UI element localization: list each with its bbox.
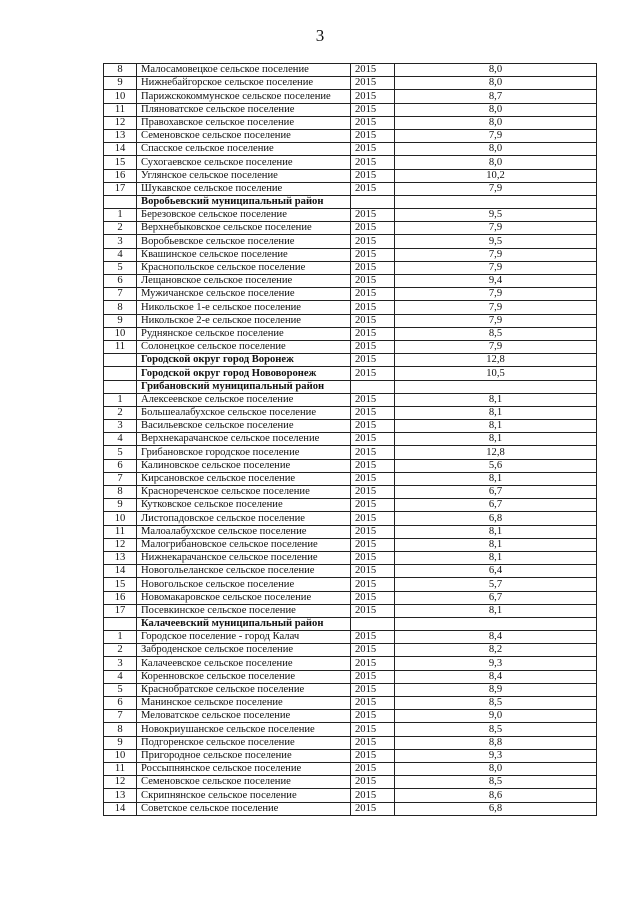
row-number: 10 <box>104 90 137 103</box>
year-cell: 2015 <box>351 222 395 235</box>
value-cell: 8,1 <box>395 406 597 419</box>
row-number: 17 <box>104 604 137 617</box>
row-number: 13 <box>104 551 137 564</box>
table-row <box>104 723 597 736</box>
row-number: 8 <box>104 723 137 736</box>
section-header-row <box>104 380 597 393</box>
row-number: 9 <box>104 314 137 327</box>
row-number: 15 <box>104 156 137 169</box>
value-cell: 7,9 <box>395 182 597 195</box>
year-cell: 2015 <box>351 327 395 340</box>
settlement-name: Сухогаевское сельское поселение <box>137 156 351 169</box>
row-number: 9 <box>104 499 137 512</box>
table-row <box>104 156 597 169</box>
settlement-name: Большеалабухское сельское поселение <box>137 406 351 419</box>
value-cell: 8,4 <box>395 670 597 683</box>
value-cell: 9,3 <box>395 657 597 670</box>
table-row <box>104 604 597 617</box>
table-row <box>104 683 597 696</box>
year-cell: 2015 <box>351 420 395 433</box>
table-row <box>104 472 597 485</box>
table-row <box>104 749 597 762</box>
year-cell: 2015 <box>351 486 395 499</box>
value-cell: 8,6 <box>395 789 597 802</box>
year-cell: 2015 <box>351 275 395 288</box>
settlement-name: Калачеевский муниципальный район <box>137 617 351 630</box>
row-number: 2 <box>104 644 137 657</box>
table-row <box>104 776 597 789</box>
settlement-name: Воробьевское сельское поселение <box>137 235 351 248</box>
year-cell: 2015 <box>351 776 395 789</box>
row-number: 9 <box>104 77 137 90</box>
row-number: 9 <box>104 736 137 749</box>
year-cell: 2015 <box>351 459 395 472</box>
table-row <box>104 222 597 235</box>
settlement-name: Грибановский муниципальный район <box>137 380 351 393</box>
settlement-name: Советское сельское поселение <box>137 802 351 815</box>
value-cell: 10,2 <box>395 169 597 182</box>
settlement-name: Подгоренское сельское поселение <box>137 736 351 749</box>
value-cell <box>395 195 597 208</box>
year-cell: 2015 <box>351 683 395 696</box>
value-cell: 8,0 <box>395 156 597 169</box>
year-cell: 2015 <box>351 301 395 314</box>
row-number: 4 <box>104 433 137 446</box>
table-row <box>104 235 597 248</box>
settlement-name: Воробьевский муниципальный район <box>137 195 351 208</box>
value-cell: 7,9 <box>395 314 597 327</box>
year-cell: 2015 <box>351 64 395 77</box>
settlement-name: Парижскокоммунское сельское поселение <box>137 90 351 103</box>
row-number: 1 <box>104 393 137 406</box>
settlement-name: Шукавское сельское поселение <box>137 182 351 195</box>
value-cell: 8,0 <box>395 762 597 775</box>
value-cell: 8,0 <box>395 143 597 156</box>
settlement-name: Грибановское городское поселение <box>137 446 351 459</box>
settlement-name: Городской округ город Воронеж <box>137 354 351 367</box>
row-number: 4 <box>104 248 137 261</box>
year-cell: 2015 <box>351 749 395 762</box>
value-cell: 5,7 <box>395 578 597 591</box>
table-row <box>104 420 597 433</box>
settlement-name: Пригородное сельское поселение <box>137 749 351 762</box>
settlement-name: Россыпнянское сельское поселение <box>137 762 351 775</box>
year-cell: 2015 <box>351 472 395 485</box>
table-row <box>104 103 597 116</box>
section-header-row <box>104 354 597 367</box>
section-header-row <box>104 367 597 380</box>
table-row <box>104 77 597 90</box>
table-row <box>104 64 597 77</box>
year-cell: 2015 <box>351 169 395 182</box>
table-row <box>104 762 597 775</box>
table-row <box>104 314 597 327</box>
row-number <box>104 367 137 380</box>
table-row <box>104 736 597 749</box>
row-number: 5 <box>104 261 137 274</box>
settlement-name: Лещановское сельское поселение <box>137 275 351 288</box>
row-number: 11 <box>104 525 137 538</box>
table-row <box>104 288 597 301</box>
row-number: 12 <box>104 116 137 129</box>
settlement-name: Коренновское сельское поселение <box>137 670 351 683</box>
table-row <box>104 169 597 182</box>
settlement-name: Краснопольское сельское поселение <box>137 261 351 274</box>
settlement-name: Васильевское сельское поселение <box>137 420 351 433</box>
table-row <box>104 129 597 142</box>
table-row <box>104 143 597 156</box>
value-cell: 8,0 <box>395 64 597 77</box>
settlement-name: Городской округ город Нововоронеж <box>137 367 351 380</box>
value-cell: 8,0 <box>395 103 597 116</box>
settlement-name: Посевкинское сельское поселение <box>137 604 351 617</box>
year-cell: 2015 <box>351 90 395 103</box>
table-row <box>104 591 597 604</box>
year-cell: 2015 <box>351 697 395 710</box>
settlement-name: Малоалабухское сельское поселение <box>137 525 351 538</box>
year-cell <box>351 617 395 630</box>
row-number: 7 <box>104 710 137 723</box>
value-cell: 7,9 <box>395 129 597 142</box>
year-cell: 2015 <box>351 551 395 564</box>
year-cell: 2015 <box>351 512 395 525</box>
table-row <box>104 275 597 288</box>
value-cell: 7,9 <box>395 248 597 261</box>
settlement-name: Новогольеланское сельское поселение <box>137 565 351 578</box>
table-row <box>104 116 597 129</box>
table-row <box>104 327 597 340</box>
table-row <box>104 459 597 472</box>
year-cell: 2015 <box>351 670 395 683</box>
year-cell: 2015 <box>351 393 395 406</box>
value-cell: 8,1 <box>395 433 597 446</box>
row-number: 16 <box>104 591 137 604</box>
row-number: 6 <box>104 275 137 288</box>
section-header-row <box>104 617 597 630</box>
row-number: 13 <box>104 129 137 142</box>
value-cell: 8,1 <box>395 420 597 433</box>
row-number: 3 <box>104 235 137 248</box>
year-cell: 2015 <box>351 406 395 419</box>
table-row <box>104 565 597 578</box>
year-cell: 2015 <box>351 604 395 617</box>
settlement-name: Верхнекарачанское сельское поселение <box>137 433 351 446</box>
year-cell: 2015 <box>351 288 395 301</box>
value-cell: 8,4 <box>395 631 597 644</box>
value-cell: 8,5 <box>395 327 597 340</box>
year-cell: 2015 <box>351 736 395 749</box>
settlement-name: Малогрибановское сельское поселение <box>137 538 351 551</box>
year-cell: 2015 <box>351 103 395 116</box>
row-number <box>104 354 137 367</box>
value-cell: 8,9 <box>395 683 597 696</box>
value-cell: 6,7 <box>395 591 597 604</box>
row-number: 11 <box>104 762 137 775</box>
value-cell: 8,5 <box>395 776 597 789</box>
value-cell: 6,7 <box>395 486 597 499</box>
settlement-name: Углянское сельское поселение <box>137 169 351 182</box>
year-cell <box>351 380 395 393</box>
row-number: 12 <box>104 776 137 789</box>
settlement-name: Малосамовецкое сельское поселение <box>137 64 351 77</box>
table-row <box>104 90 597 103</box>
table-row <box>104 551 597 564</box>
year-cell: 2015 <box>351 156 395 169</box>
settlement-name: Меловатское сельское поселение <box>137 710 351 723</box>
row-number: 3 <box>104 420 137 433</box>
table-row <box>104 657 597 670</box>
value-cell: 12,8 <box>395 446 597 459</box>
row-number: 8 <box>104 301 137 314</box>
table-row <box>104 261 597 274</box>
value-cell <box>395 380 597 393</box>
row-number: 11 <box>104 340 137 353</box>
year-cell: 2015 <box>351 802 395 815</box>
table-row <box>104 301 597 314</box>
settlements-table <box>103 63 597 816</box>
value-cell: 8,0 <box>395 77 597 90</box>
year-cell: 2015 <box>351 789 395 802</box>
table-row <box>104 710 597 723</box>
table-row <box>104 446 597 459</box>
page-number: 3 <box>315 26 325 45</box>
year-cell: 2015 <box>351 143 395 156</box>
settlement-name: Манинское сельское поселение <box>137 697 351 710</box>
year-cell: 2015 <box>351 657 395 670</box>
table-row <box>104 697 597 710</box>
table-row <box>104 631 597 644</box>
row-number: 14 <box>104 143 137 156</box>
year-cell: 2015 <box>351 340 395 353</box>
year-cell: 2015 <box>351 248 395 261</box>
table-row <box>104 433 597 446</box>
settlement-name: Калачеевское сельское поселение <box>137 657 351 670</box>
year-cell: 2015 <box>351 578 395 591</box>
value-cell: 7,9 <box>395 340 597 353</box>
year-cell: 2015 <box>351 762 395 775</box>
settlement-name: Новокриушанское сельское поселение <box>137 723 351 736</box>
value-cell: 8,1 <box>395 604 597 617</box>
settlement-name: Краснореченское сельское поселение <box>137 486 351 499</box>
row-number: 4 <box>104 670 137 683</box>
value-cell: 5,6 <box>395 459 597 472</box>
settlement-name: Новогольское сельское поселение <box>137 578 351 591</box>
year-cell: 2015 <box>351 644 395 657</box>
value-cell: 9,3 <box>395 749 597 762</box>
row-number: 8 <box>104 64 137 77</box>
value-cell: 8,5 <box>395 723 597 736</box>
settlement-name: Кутковское сельское поселение <box>137 499 351 512</box>
table-row <box>104 393 597 406</box>
row-number: 6 <box>104 697 137 710</box>
settlement-name: Никольское 2-е сельское поселение <box>137 314 351 327</box>
table-row <box>104 406 597 419</box>
value-cell: 7,9 <box>395 222 597 235</box>
value-cell: 8,1 <box>395 551 597 564</box>
row-number: 16 <box>104 169 137 182</box>
row-number: 12 <box>104 538 137 551</box>
value-cell: 8,5 <box>395 697 597 710</box>
settlement-name: Нижнекарачанское сельское поселение <box>137 551 351 564</box>
row-number: 10 <box>104 512 137 525</box>
value-cell: 8,1 <box>395 393 597 406</box>
value-cell: 10,5 <box>395 367 597 380</box>
row-number: 2 <box>104 222 137 235</box>
year-cell: 2015 <box>351 631 395 644</box>
row-number <box>104 617 137 630</box>
value-cell: 8,7 <box>395 90 597 103</box>
table-row <box>104 182 597 195</box>
table-row <box>104 644 597 657</box>
value-cell: 8,2 <box>395 644 597 657</box>
year-cell: 2015 <box>351 354 395 367</box>
settlement-name: Руднянское сельское поселение <box>137 327 351 340</box>
settlement-name: Городское поселение - город Калач <box>137 631 351 644</box>
settlement-name: Березовское сельское поселение <box>137 209 351 222</box>
row-number: 15 <box>104 578 137 591</box>
value-cell: 9,5 <box>395 235 597 248</box>
row-number: 10 <box>104 749 137 762</box>
value-cell: 8,0 <box>395 116 597 129</box>
year-cell: 2015 <box>351 235 395 248</box>
row-number: 14 <box>104 802 137 815</box>
settlement-name: Семеновское сельское поселение <box>137 776 351 789</box>
row-number: 14 <box>104 565 137 578</box>
row-number: 13 <box>104 789 137 802</box>
settlement-name: Алексеевское сельское поселение <box>137 393 351 406</box>
table-row <box>104 486 597 499</box>
row-number <box>104 380 137 393</box>
row-number: 2 <box>104 406 137 419</box>
year-cell: 2015 <box>351 446 395 459</box>
value-cell: 6,8 <box>395 802 597 815</box>
value-cell: 8,1 <box>395 472 597 485</box>
year-cell <box>351 195 395 208</box>
settlement-name: Калиновское сельское поселение <box>137 459 351 472</box>
table-row <box>104 670 597 683</box>
year-cell: 2015 <box>351 710 395 723</box>
settlement-name: Скрипнянское сельское поселение <box>137 789 351 802</box>
settlement-name: Солонецкое сельское поселение <box>137 340 351 353</box>
row-number: 1 <box>104 209 137 222</box>
value-cell: 8,8 <box>395 736 597 749</box>
year-cell: 2015 <box>351 723 395 736</box>
value-cell: 9,4 <box>395 275 597 288</box>
row-number: 7 <box>104 288 137 301</box>
row-number: 10 <box>104 327 137 340</box>
settlement-name: Мужичанское сельское поселение <box>137 288 351 301</box>
value-cell: 6,4 <box>395 565 597 578</box>
row-number: 5 <box>104 683 137 696</box>
value-cell: 6,8 <box>395 512 597 525</box>
value-cell <box>395 617 597 630</box>
year-cell: 2015 <box>351 525 395 538</box>
row-number: 6 <box>104 459 137 472</box>
table-row <box>104 525 597 538</box>
value-cell: 8,1 <box>395 538 597 551</box>
settlement-name: Квашинское сельское поселение <box>137 248 351 261</box>
year-cell: 2015 <box>351 314 395 327</box>
year-cell: 2015 <box>351 116 395 129</box>
year-cell: 2015 <box>351 182 395 195</box>
year-cell: 2015 <box>351 367 395 380</box>
settlement-name: Кирсановское сельское поселение <box>137 472 351 485</box>
table-row <box>104 538 597 551</box>
table-row <box>104 789 597 802</box>
value-cell: 7,9 <box>395 301 597 314</box>
section-header-row <box>104 195 597 208</box>
table-row <box>104 340 597 353</box>
row-number: 1 <box>104 631 137 644</box>
settlement-name: Никольское 1-е сельское поселение <box>137 301 351 314</box>
year-cell: 2015 <box>351 209 395 222</box>
table-body <box>104 64 597 816</box>
year-cell: 2015 <box>351 565 395 578</box>
settlement-name: Нижнебайгорское сельское поселение <box>137 77 351 90</box>
settlement-name: Заброденское сельское поселение <box>137 644 351 657</box>
table-row <box>104 499 597 512</box>
settlement-name: Новомакаровское сельское поселение <box>137 591 351 604</box>
row-number: 8 <box>104 486 137 499</box>
value-cell: 7,9 <box>395 288 597 301</box>
value-cell: 12,8 <box>395 354 597 367</box>
settlement-name: Пляноватское сельское поселение <box>137 103 351 116</box>
value-cell: 7,9 <box>395 261 597 274</box>
settlement-name: Правохавское сельское поселение <box>137 116 351 129</box>
settlement-name: Семеновское сельское поселение <box>137 129 351 142</box>
year-cell: 2015 <box>351 591 395 604</box>
settlement-name: Верхнебыковское сельское поселение <box>137 222 351 235</box>
value-cell: 6,7 <box>395 499 597 512</box>
value-cell: 9,5 <box>395 209 597 222</box>
row-number: 3 <box>104 657 137 670</box>
table-row <box>104 512 597 525</box>
year-cell: 2015 <box>351 261 395 274</box>
row-number: 5 <box>104 446 137 459</box>
table-row <box>104 248 597 261</box>
year-cell: 2015 <box>351 129 395 142</box>
table-row <box>104 802 597 815</box>
row-number: 11 <box>104 103 137 116</box>
settlement-name: Спасское сельское поселение <box>137 143 351 156</box>
row-number <box>104 195 137 208</box>
year-cell: 2015 <box>351 499 395 512</box>
row-number: 17 <box>104 182 137 195</box>
settlement-name: Листопадовское сельское поселение <box>137 512 351 525</box>
row-number: 7 <box>104 472 137 485</box>
table-row <box>104 578 597 591</box>
year-cell: 2015 <box>351 538 395 551</box>
settlement-name: Краснобратское сельское поселение <box>137 683 351 696</box>
year-cell: 2015 <box>351 433 395 446</box>
year-cell: 2015 <box>351 77 395 90</box>
value-cell: 9,0 <box>395 710 597 723</box>
value-cell: 8,1 <box>395 525 597 538</box>
table-row <box>104 209 597 222</box>
